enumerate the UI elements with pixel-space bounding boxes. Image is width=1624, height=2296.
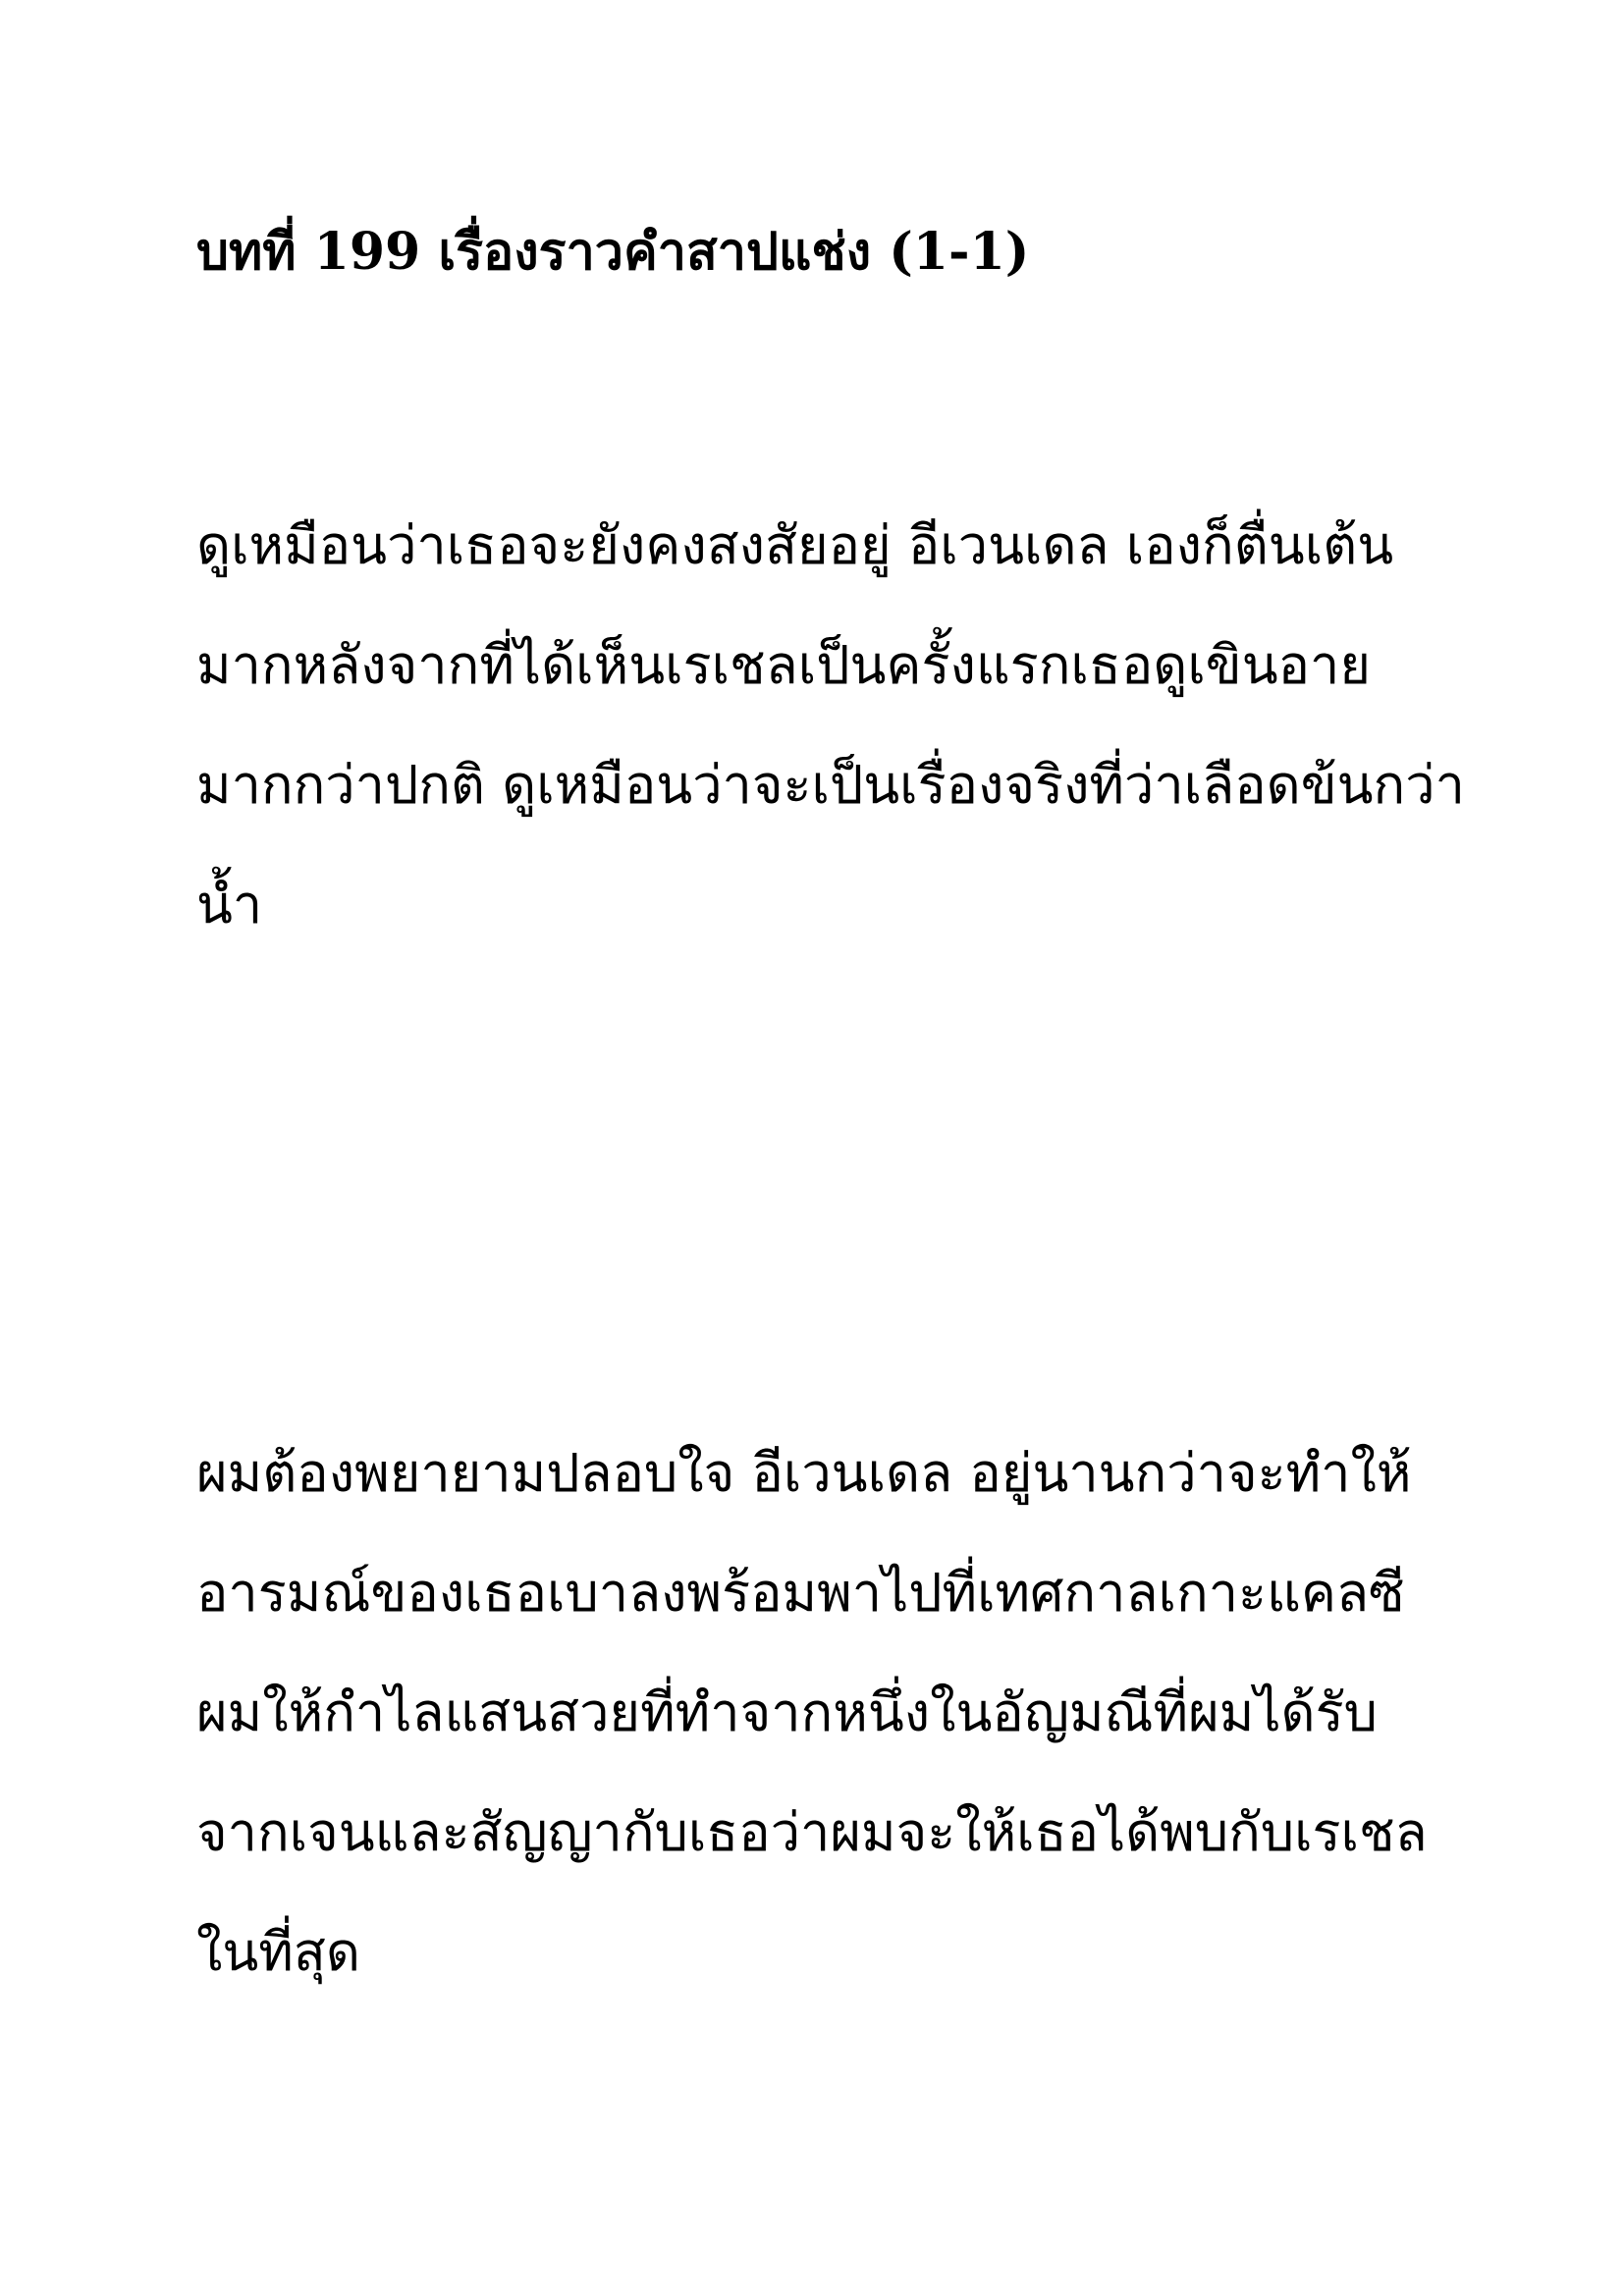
paragraph-line: อารมณ์ของเธอเบาลงพร้อมพาไปที่เทศกาลเกาะแคลซี [196, 1562, 1405, 1624]
chapter-title: บทที่ 199 เรื่องราวคำสาปแช่ง (1-1) [196, 222, 1030, 282]
paragraph-line: จากเจนและสัญญากับเธอว่าผมจะให้เธอได้พบกับเรเชล [196, 1801, 1428, 1863]
paragraph-line: มากหลังจากที่ได้เห็นเรเชลเป็นครั้งแรกเธอดูเขินอาย [196, 634, 1372, 696]
paragraph-line: ผมให้กำไลแสนสวยที่ทำจากหนึ่งในอัญมณีที่ผมได้รับ [196, 1682, 1378, 1743]
paragraph-line: ผมต้องพยายามปลอบใจ อีเวนเดล อยู่นานกว่าจะทำให้ [196, 1442, 1412, 1504]
paragraph-line: มากกว่าปกติ ดูเหมือนว่าจะเป็นเรื่องจริงที่ว่าเลือดข้นกว่า [196, 754, 1465, 816]
paragraph-line: ดูเหมือนว่าเธอจะยังคงสงสัยอยู่ อีเวนเดล เองก็ตื่นเต้น [196, 514, 1394, 576]
paragraph-line: น้ำ [196, 874, 263, 935]
paragraph-2 [196, 1414, 1473, 2012]
paragraph-line: ในที่สุด [196, 1921, 360, 1983]
paragraph-1 [196, 486, 1473, 965]
